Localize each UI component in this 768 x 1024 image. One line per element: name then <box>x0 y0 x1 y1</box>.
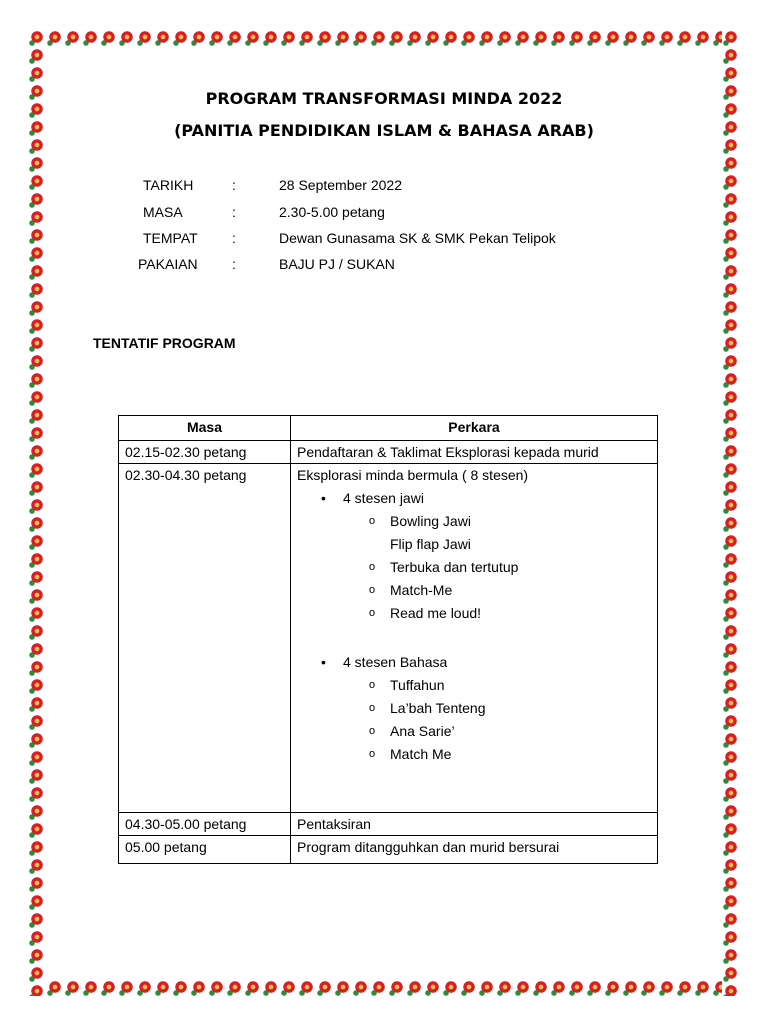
circle-bullet-icon: o <box>369 584 376 596</box>
flower-border-bottom <box>28 978 740 996</box>
list-item <box>297 723 651 739</box>
cell-perkara: Pendaftaran & Taklimat Eksplorasi kepada murid <box>291 441 658 464</box>
table-row <box>119 836 658 864</box>
list-item <box>297 746 651 762</box>
sub-item-label: Bowling Jawi <box>390 513 471 529</box>
circle-bullet-icon: o <box>369 561 376 573</box>
flower-border-left <box>28 28 46 996</box>
info-colon: : <box>232 230 236 246</box>
info-colon: : <box>232 204 236 220</box>
circle-bullet-icon: o <box>369 515 376 527</box>
document-subtitle: (PANITIA PENDIDIKAN ISLAM & BAHASA ARAB) <box>174 121 594 140</box>
cell-masa: 04.30-05.00 petang <box>119 813 291 836</box>
info-label: TARIKH <box>143 177 194 193</box>
sub-item-label: Match Me <box>390 746 452 762</box>
cell-perkara-detail <box>291 464 658 813</box>
list-item <box>297 513 651 529</box>
info-label: MASA <box>143 204 183 220</box>
section-heading: TENTATIF PROGRAM <box>93 335 236 351</box>
sub-item-label: Read me loud! <box>390 605 482 621</box>
info-label: TEMPAT <box>143 230 198 246</box>
list-item-group <box>297 654 651 670</box>
list-item <box>297 559 651 575</box>
cell-masa: 02.15-02.30 petang <box>119 441 291 464</box>
list-item <box>297 605 651 621</box>
circle-bullet-icon: o <box>369 725 376 737</box>
sub-item-label: La’bah Tenteng <box>390 700 486 716</box>
cell-masa: 02.30-04.30 petang <box>119 464 291 813</box>
list-item <box>297 536 651 552</box>
info-colon: : <box>232 177 236 193</box>
sub-item-label: Ana Sarie’ <box>390 723 455 739</box>
cell-perkara: Pentaksiran <box>291 813 658 836</box>
group-label: 4 stesen Bahasa <box>343 654 448 670</box>
table-row <box>119 813 658 836</box>
table-row <box>119 441 658 464</box>
list-item <box>297 700 651 716</box>
schedule-table <box>118 415 658 864</box>
table-header-row <box>119 416 658 441</box>
flower-border-top <box>28 28 740 46</box>
column-header-perkara: Perkara <box>291 416 658 441</box>
cell-perkara-text: Eksplorasi minda bermula ( 8 stesen) <box>297 467 529 483</box>
document-title: PROGRAM TRANSFORMASI MINDA 2022 <box>205 89 563 108</box>
list-item <box>297 677 651 693</box>
list-item-group <box>297 490 651 506</box>
sub-item-label: Match-Me <box>390 582 453 598</box>
info-colon: : <box>232 256 236 272</box>
info-value: BAJU PJ / SUKAN <box>279 256 395 272</box>
flower-border-right <box>722 28 740 996</box>
bullet-icon: • <box>321 654 326 670</box>
sub-item-label: Flip flap Jawi <box>390 536 471 552</box>
info-label: PAKAIAN <box>138 256 198 272</box>
table-row <box>119 464 658 813</box>
sub-item-label: Terbuka dan tertutup <box>390 559 519 575</box>
info-value: 2.30-5.00 petang <box>279 204 385 220</box>
sub-item-label: Tuffahun <box>390 677 445 693</box>
circle-bullet-icon: o <box>369 748 376 760</box>
column-header-masa: Masa <box>119 416 291 441</box>
circle-bullet-icon: o <box>369 607 376 619</box>
cell-masa: 05.00 petang <box>119 836 291 864</box>
bullet-icon: • <box>321 490 326 506</box>
cell-perkara: Program ditangguhkan dan murid bersurai <box>291 836 658 864</box>
circle-bullet-icon: o <box>369 679 376 691</box>
circle-bullet-icon: o <box>369 702 376 714</box>
group-label: 4 stesen jawi <box>343 490 424 506</box>
info-value: 28 September 2022 <box>279 177 402 193</box>
info-value: Dewan Gunasama SK & SMK Pekan Telipok <box>279 230 556 246</box>
list-item <box>297 582 651 598</box>
